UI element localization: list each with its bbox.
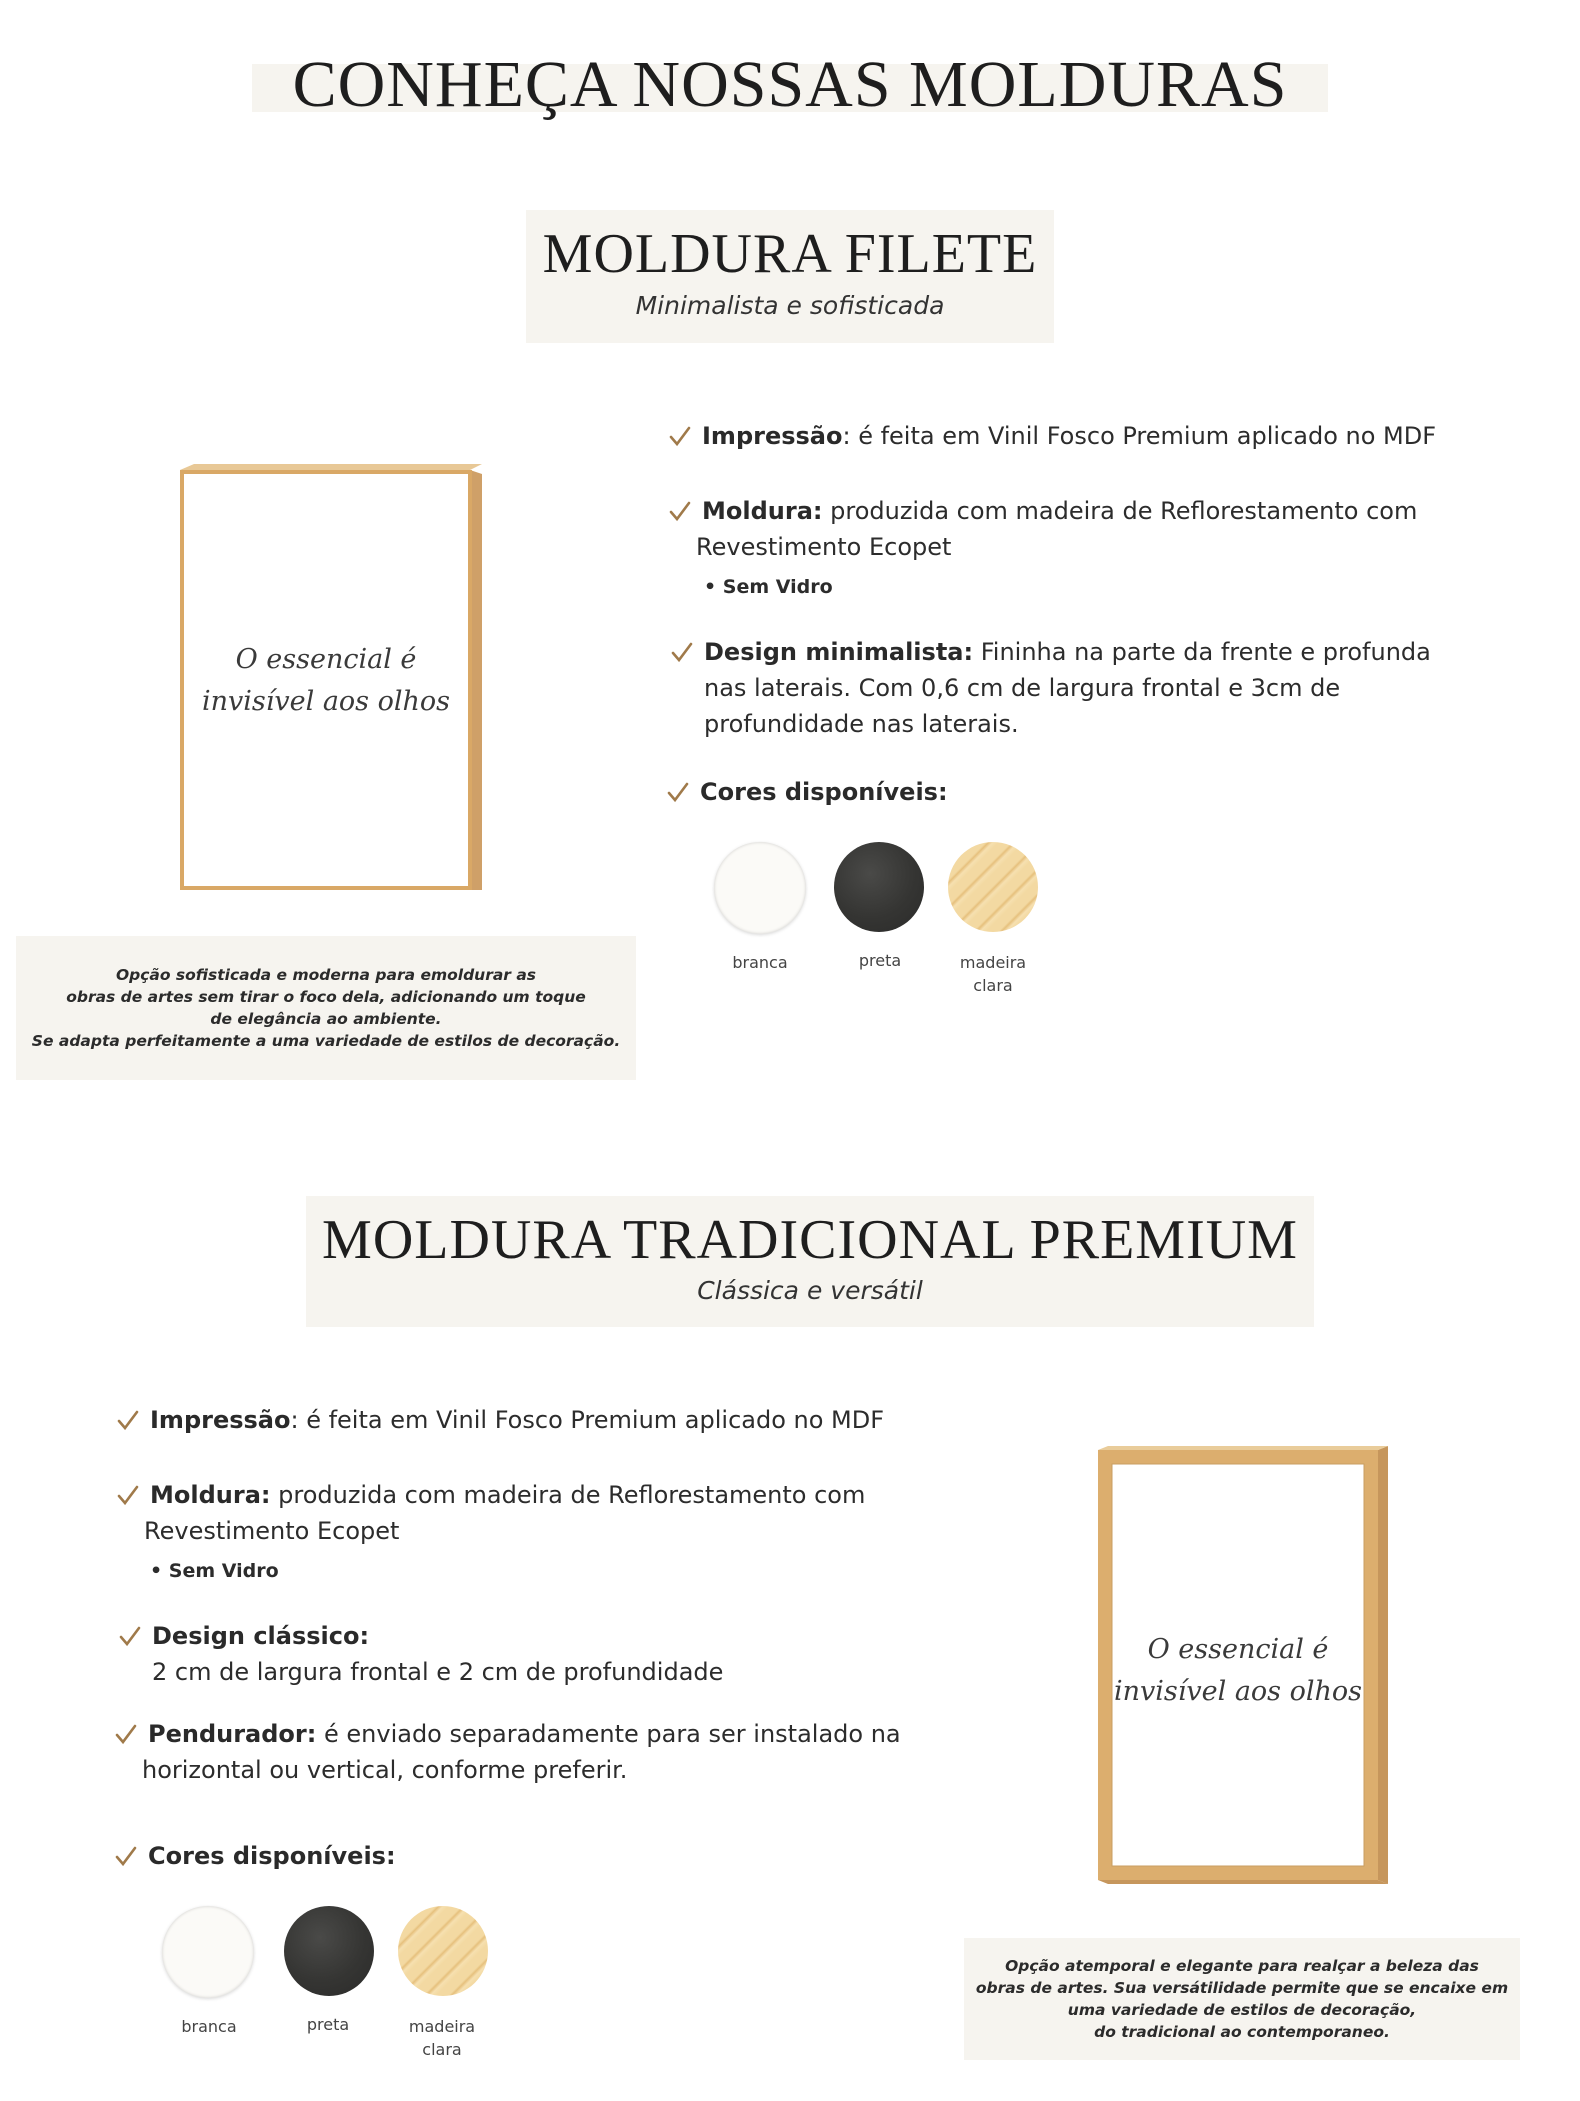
s1-moldura-sub: • Sem Vidro	[704, 576, 833, 598]
check-icon	[668, 424, 692, 448]
s2-pendurador-label: Pendurador:	[148, 1720, 317, 1748]
s1-feature-design	[704, 634, 1524, 742]
page-title: CONHEÇA NOSSAS MOLDURAS	[292, 48, 1288, 121]
s1-design-text2: nas laterais. Com 0,6 cm de largura frontal e 3cm de	[704, 674, 1341, 702]
check-icon	[114, 1844, 138, 1868]
s2-pendurador-text: é enviado separadamente para ser instalado na	[316, 1720, 901, 1748]
s2-pendurador-text2: horizontal ou vertical, conforme preferir.	[142, 1756, 628, 1784]
s1-moldura-text: produzida com madeira de Reflorestamento com	[822, 497, 1418, 525]
tradicional-artwork-line1: O essencial é	[1147, 1634, 1329, 1665]
s1-label-branca: branca	[732, 953, 788, 972]
check-icon	[114, 1722, 138, 1746]
s1-impressao-label: Impressão	[702, 422, 843, 450]
section1-subtitle: Minimalista e sofisticada	[635, 291, 945, 320]
section1-title: MOLDURA FILETE	[542, 223, 1038, 285]
section2-title: MOLDURA TRADICIONAL PREMIUM	[322, 1209, 1298, 1271]
s2-moldura-label: Moldura:	[150, 1481, 271, 1509]
s2-label-preta: preta	[306, 2015, 350, 2034]
s1-label-madeira-1: madeira	[959, 953, 1027, 972]
s1-label-preta: preta	[858, 951, 902, 970]
s2-impressao-text: : é feita em Vinil Fosco Premium aplicado no MDF	[290, 1406, 885, 1434]
s2-moldura-sub: • Sem Vidro	[150, 1560, 279, 1582]
s2-design-text2: 2 cm de largura frontal e 2 cm de profundidade	[152, 1658, 724, 1686]
s1-feature-impressao	[702, 418, 1522, 454]
filete-frame-image	[170, 460, 490, 900]
s1-swatch-madeira[interactable]	[948, 842, 1038, 932]
section2-subtitle: Clássica e versátil	[697, 1276, 923, 1305]
s1-description-box	[16, 936, 636, 1080]
s2-feature-cores	[148, 1838, 968, 1874]
s1-label-madeira-2: clara	[973, 976, 1013, 995]
filete-artwork-line1: O essencial é	[235, 644, 417, 675]
s2-feature-design	[152, 1618, 972, 1690]
s1-swatch-branca[interactable]	[714, 842, 806, 934]
s1-design-text: Fininha na parte da frente e profunda	[973, 638, 1431, 666]
s1-moldura-text2: Revestimento Ecopet	[696, 533, 952, 561]
s2-label-branca: branca	[181, 2017, 237, 2036]
s2-label-madeira-1: madeira	[408, 2017, 476, 2036]
s2-moldura-text2: Revestimento Ecopet	[144, 1517, 400, 1545]
s2-description: Opção atemporal e elegante para realçar a beleza das obras de artes. Sua versátilidade permite que se encaixe em uma variedade de estilos de decoração, do tradicional ao contemporaneo.	[975, 1957, 1509, 2041]
check-icon	[670, 640, 694, 664]
check-icon	[116, 1483, 140, 1507]
s1-impressao-text: : é feita em Vinil Fosco Premium aplicado no MDF	[842, 422, 1437, 450]
s1-feature-cores	[700, 774, 1520, 810]
s2-feature-impressao	[150, 1402, 970, 1438]
s2-moldura-text: produzida com madeira de Reflorestamento com	[270, 1481, 866, 1509]
s1-description: Opção sofisticada e moderna para emoldurar as obras de artes sem tirar o foco dela, adicionando um toque de elegância ao ambiente. Se adapta perfeitamente a uma variedade de estilos de decoração.	[31, 966, 621, 1050]
s2-feature-pendurador	[142, 1716, 968, 1788]
s2-swatch-madeira[interactable]	[398, 1906, 488, 1996]
s2-label-madeira-2: clara	[422, 2040, 462, 2059]
check-icon	[116, 1408, 140, 1432]
s2-swatch-branca[interactable]	[162, 1906, 254, 1998]
s2-description-box	[964, 1938, 1520, 2060]
s1-feature-moldura	[696, 493, 1522, 605]
s1-design-label: Design minimalista:	[704, 638, 974, 666]
s2-impressao-label: Impressão	[150, 1406, 291, 1434]
tradicional-artwork-line2: invisível aos olhos	[1113, 1676, 1363, 1707]
s2-feature-moldura	[144, 1477, 970, 1589]
check-icon	[666, 780, 690, 804]
s2-cores-label: Cores disponíveis:	[148, 1842, 396, 1870]
s2-design-label: Design clássico:	[152, 1622, 370, 1650]
filete-artwork-line2: invisível aos olhos	[201, 686, 451, 717]
tradicional-frame-image	[1092, 1444, 1392, 1894]
s1-moldura-label: Moldura:	[702, 497, 823, 525]
check-icon	[118, 1624, 142, 1648]
s1-cores-label: Cores disponíveis:	[700, 778, 948, 806]
s2-swatch-preta[interactable]	[284, 1906, 374, 1996]
s1-design-text3: profundidade nas laterais.	[704, 710, 1019, 738]
check-icon	[668, 499, 692, 523]
s1-swatch-preta[interactable]	[834, 842, 924, 932]
